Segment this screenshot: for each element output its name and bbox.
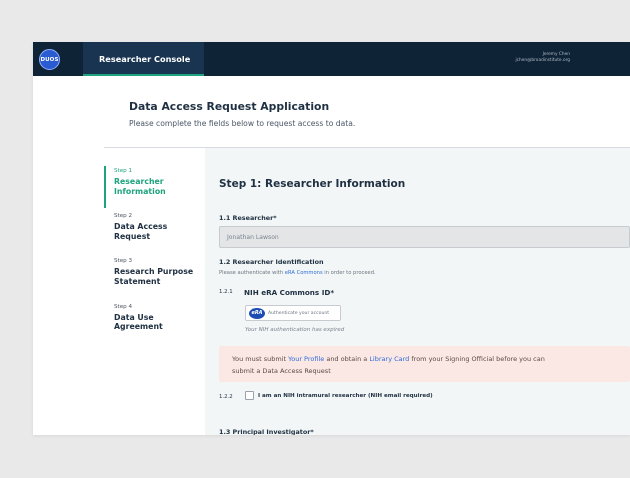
step-label: Data Use Agreement [114,312,163,332]
help-text-post: in order to proceed. [322,270,376,276]
step-number: Step 2 [114,213,133,220]
step-label: Data Access Request [114,222,168,241]
app-window [33,42,630,435]
library-card-link[interactable]: Library Card [369,355,410,363]
researcher-label: 1.1 Researcher* [219,214,277,222]
step-label: Research Purpose Statement [114,267,194,286]
user-menu[interactable] [515,52,570,63]
step-nav [104,168,205,349]
alert-text-pre: You must submit [232,355,289,363]
authenticate-label: Authenticate your account [268,310,330,316]
step-number: Step 1 [114,168,133,174]
researcher-info-form [205,148,630,435]
top-nav-bar [33,42,630,76]
step-nav-item-1[interactable] [104,168,205,196]
era-logo-icon: eRA [249,308,265,319]
question-number: 1.2.1 [219,289,233,295]
nih-era-commons-label: NIH eRA Commons ID* [244,288,335,297]
alert-text-post: from your Signing Official before you can [409,355,545,363]
user-email: jchen@broadinstitute.org [515,57,570,63]
nih-intramural-checkbox[interactable] [245,391,254,400]
alert-text-line2: submit a Data Access Request [232,367,331,375]
era-commons-link[interactable]: eRA Commons [284,270,323,276]
era-expired-notice: Your NIH authentication has expired [245,327,345,333]
user-name: Jeremy Chen [542,52,570,57]
step-number: Step 3 [114,258,133,265]
era-help-text [219,270,376,276]
researcher-console-tab[interactable]: Researcher Console [83,42,204,76]
duos-logo[interactable]: DUOS [39,49,60,70]
library-card-alert [219,346,630,382]
principal-investigator-label: 1.3 Principal Investigator* [219,428,314,435]
form-title: Step 1: Researcher Information [219,178,406,190]
authenticate-era-button[interactable] [245,305,341,321]
question-number: 1.2.2 [219,394,233,400]
alert-text-mid: and obtain a [324,355,370,363]
help-text-pre: Please authenticate with [219,270,285,276]
step-number: Step 4 [114,303,133,310]
researcher-name-field[interactable]: Jonathan Lawson [219,226,630,248]
nih-intramural-label[interactable]: I am an NIH intramural researcher (NIH email required) [258,393,433,399]
step-nav-item-3[interactable] [104,258,205,286]
step-nav-item-2[interactable] [104,213,205,241]
step-nav-item-4[interactable] [104,304,205,332]
page-title: Data Access Request Application [129,100,330,113]
step-label: Researcher Information [114,177,166,196]
page-subtitle: Please complete the fields below to request access to data. [129,119,356,128]
researcher-identification-label: 1.2 Researcher Identification [219,258,324,266]
your-profile-link[interactable]: Your Profile [288,355,325,363]
page-header [129,100,355,128]
